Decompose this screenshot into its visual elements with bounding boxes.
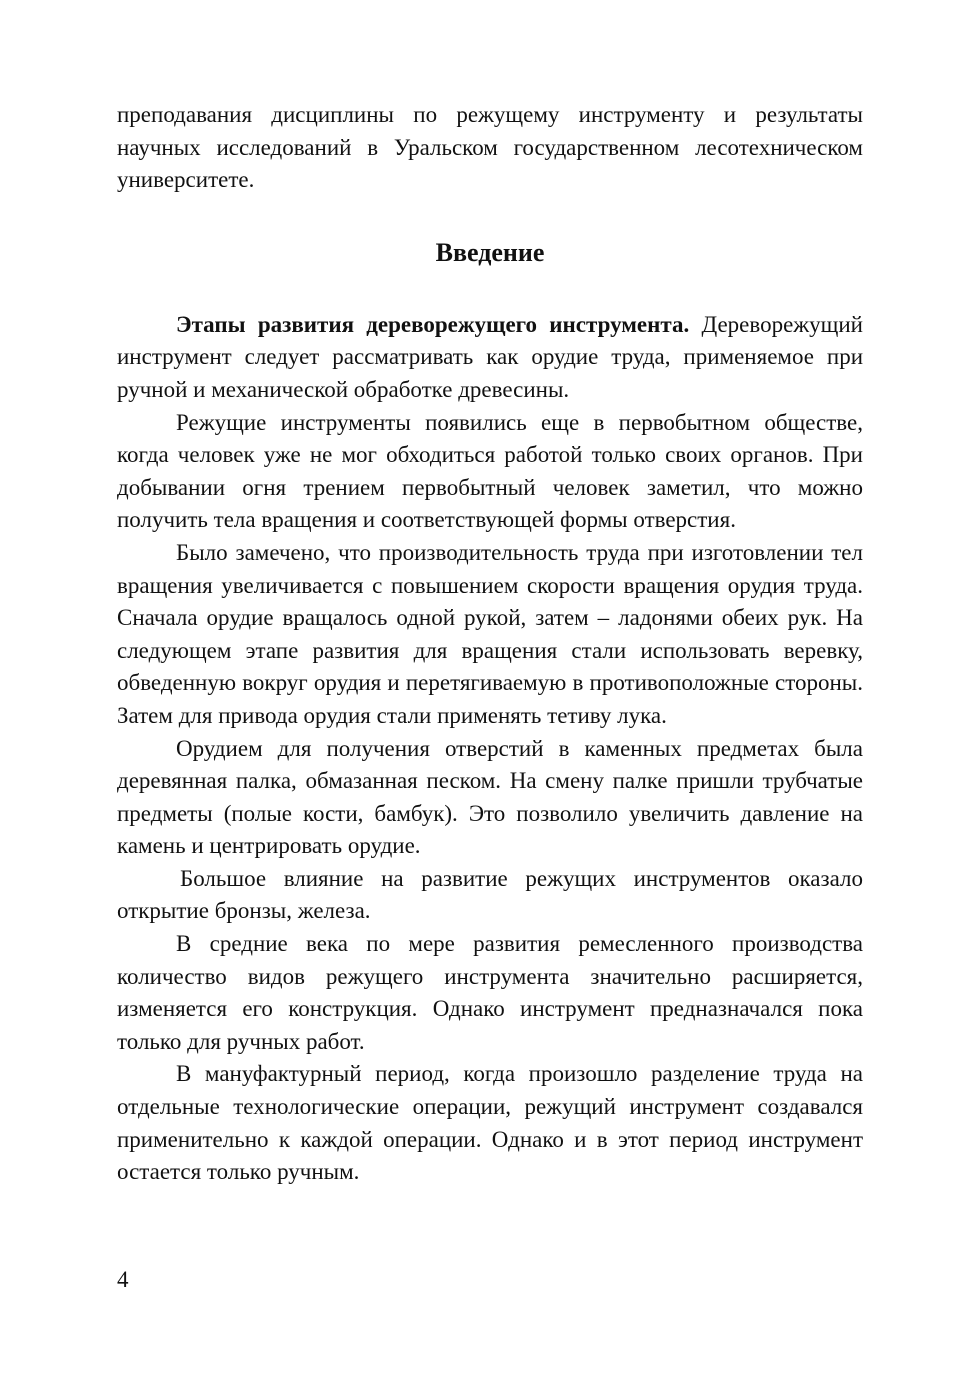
paragraph-middle-ages: В средние века по мере развития ремесленного производства количество видов режущего инструмента значительно расширяется, изменяется его конструкция. Однако инструмент предназначался пока только для ручных работ.: [117, 931, 863, 1054]
section-lead-paragraph: [117, 309, 863, 407]
page-number: 4: [117, 1267, 129, 1292]
page-body: [117, 99, 863, 1189]
paragraph-manufactory-period: В мануфактурный период, когда произошло разделение труда на отдельные технологические операции, режущий инструмент создавался применительно к каждой операции. Однако и в этот период инструмент остается только ручным.: [117, 1061, 863, 1185]
paragraph-primitive-tools: Режущие инструменты появились еще в первобытном обществе, когда человек уже не мог обходиться работой только своих органов. При добывании огня трением первобытный человек заметил, что можно получить тела вращения и соответствующей формы отверстия.: [117, 409, 863, 533]
paragraph-stone-drilling: Орудием для получения отверстий в каменных предметах была деревянная палка, обмазанная песком. На смену палке пришли трубчатые предметы (полые кости, бамбук). Это позволило увеличить давление на камень и центрировать орудие.: [117, 735, 863, 859]
section-heading: Введение: [435, 237, 545, 267]
section-lead-text: Дереворежущий инструмент следует рассматривать как орудие труда, применяемое при ручной и механической обработке древесины.: [117, 311, 863, 402]
intro-continuation-paragraph: преподавания дисциплины по режущему инструменту и результаты научных исследований в Уральском государственном лесотехническом университете.: [117, 102, 863, 193]
paragraph-rotation-speed: Было замечено, что производительность труда при изготовлении тел вращения увеличивается с повышением скорости вращения орудия труда. Сначала орудие вращалось одной рукой, затем – ладонями обеих рук. На следующем этапе развития для вращения стали использовать веревку, обведенную вокруг орудия и перетягиваемую в противоположные стороны. Затем для привода орудия стали применять тетиву лука.: [117, 539, 863, 728]
paragraph-bronze-iron: Большое влияние на развитие режущих инструментов оказало открытие бронзы, железа.: [117, 865, 863, 924]
section-lead-title: Этапы развития дереворежущего инструмента.: [176, 311, 690, 337]
